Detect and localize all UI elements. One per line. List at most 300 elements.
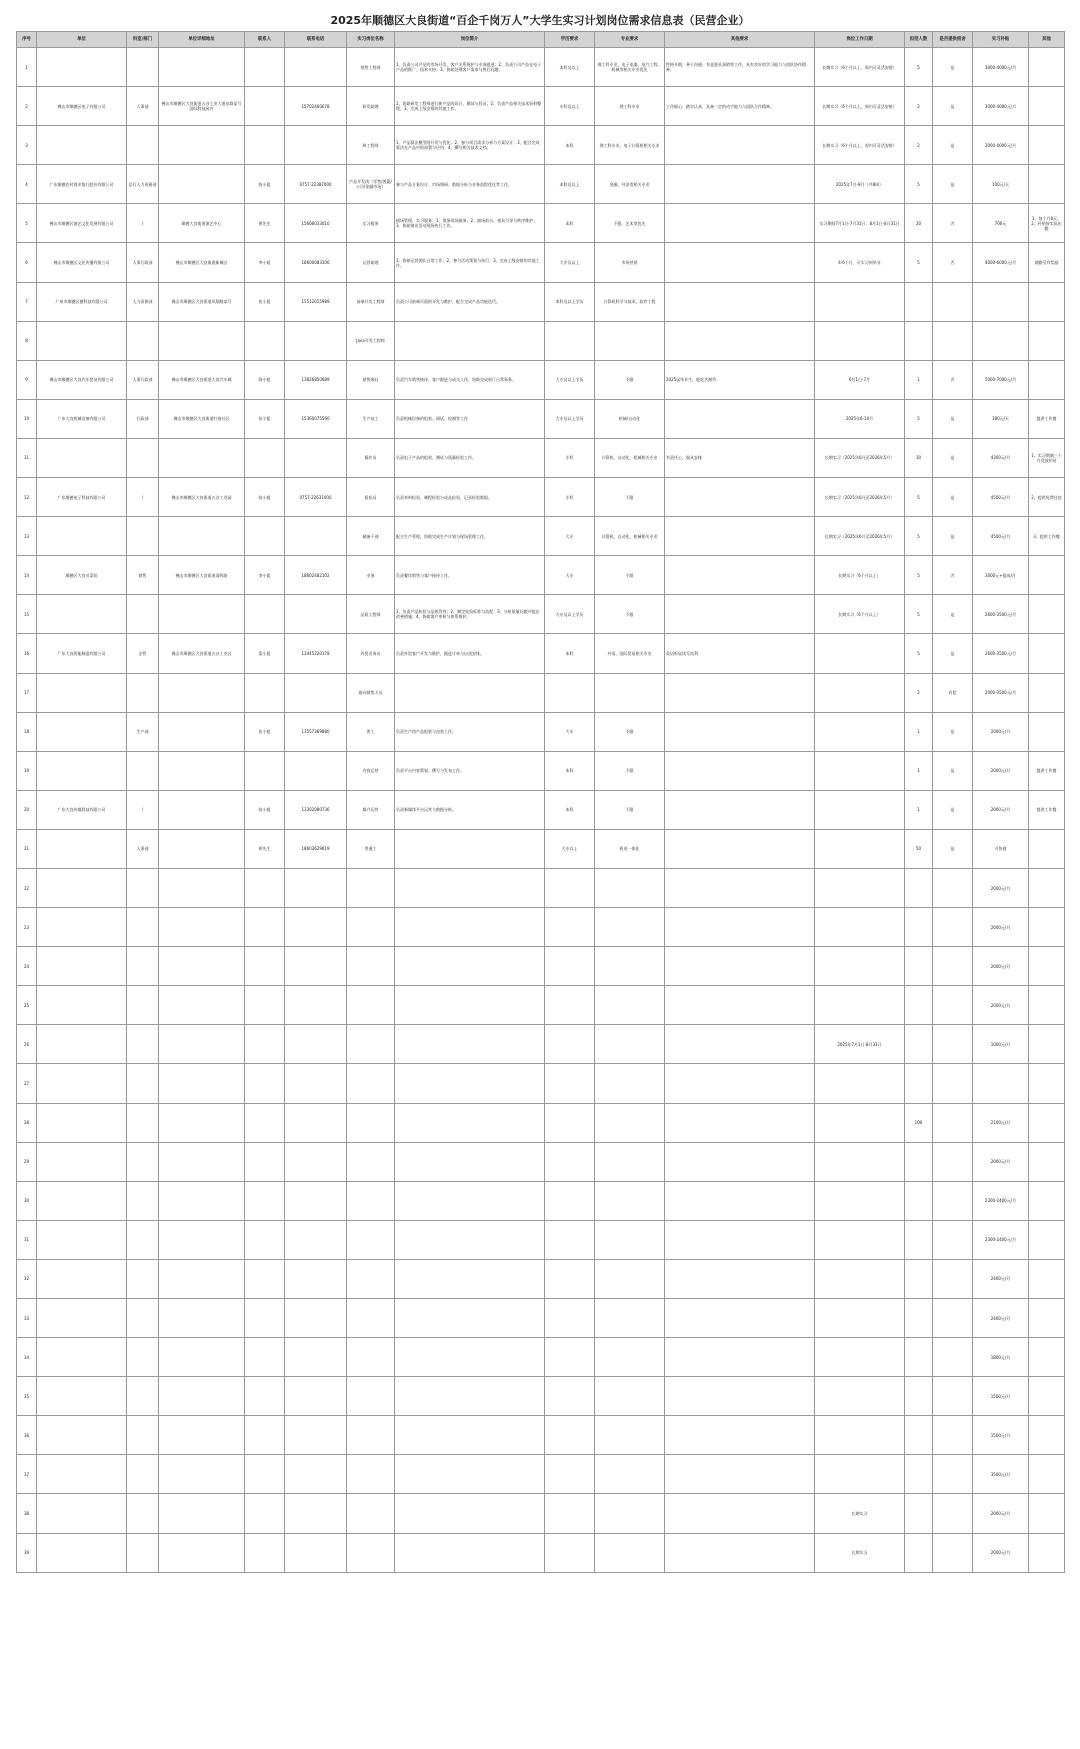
table-row [17, 556, 1065, 595]
cell-other-req [665, 908, 815, 947]
cell-pay: 2300-2400元/月 [973, 1220, 1029, 1259]
cell-education: 大专及以上学历 [545, 399, 595, 438]
header-other-req: 其他要求 [665, 32, 815, 48]
cell-other-req [665, 1455, 815, 1494]
cell-unit [37, 438, 127, 477]
cell-misc [1029, 1103, 1065, 1142]
cell-education: 本科 [545, 751, 595, 790]
cell-no: 19 [17, 751, 37, 790]
cell-no: 24 [17, 947, 37, 986]
cell-post: Java开发工程师 [347, 321, 395, 360]
cell-desc: 1、协助运营团队日常工作；2、参与活动策划与执行；3、完成上级安排的其他工作。 [395, 243, 545, 282]
cell-other-req [665, 1377, 815, 1416]
cell-post [347, 1416, 395, 1455]
cell-count: 5 [905, 48, 933, 87]
cell-contact [245, 1064, 285, 1103]
cell-dept: / [127, 790, 159, 829]
cell-major [595, 947, 665, 986]
cell-other-req [665, 1416, 815, 1455]
cell-phone [285, 126, 347, 165]
cell-no: 15 [17, 595, 37, 634]
cell-other-req [665, 790, 815, 829]
cell-phone [285, 1299, 347, 1338]
cell-no: 8 [17, 321, 37, 360]
cell-post: 产品开发岗（零售/普惠/公司/金融市场） [347, 165, 395, 204]
cell-unit [37, 868, 127, 907]
cell-major: 理工科专业，电子电器、电气工程、机械等相关专业优先 [595, 48, 665, 87]
cell-unit [37, 1259, 127, 1298]
cell-contact [245, 1220, 285, 1259]
cell-dorm: 是 [933, 478, 973, 517]
cell-contact [245, 48, 285, 87]
cell-post [347, 1142, 395, 1181]
cell-phone: 13445220178 [285, 634, 347, 673]
cell-other-req [665, 1259, 815, 1298]
cell-major: 不限 [595, 595, 665, 634]
cell-desc [395, 1494, 545, 1533]
cell-contact: 李小姐 [245, 243, 285, 282]
cell-date: 长期实习（6个月以上） [815, 595, 905, 634]
cell-pay: 700元 [973, 204, 1029, 243]
cell-post: 质检员 [347, 478, 395, 517]
cell-dept [127, 1025, 159, 1064]
cell-no: 35 [17, 1377, 37, 1416]
table-row [17, 1064, 1065, 1103]
cell-phone [285, 1494, 347, 1533]
cell-pay: 3000-4000元/月 [973, 87, 1029, 126]
cell-other-req [665, 595, 815, 634]
table-row [17, 438, 1065, 477]
cell-dorm: 是 [933, 165, 973, 204]
cell-date: 2025年7月1日-8月31日 [815, 1025, 905, 1064]
cell-pay: 2300-2400元/月 [973, 1181, 1029, 1220]
cell-date [815, 1142, 905, 1181]
cell-misc [1029, 986, 1065, 1025]
cell-misc [1029, 282, 1065, 321]
cell-major: 市场营销 [595, 243, 665, 282]
cell-dept [127, 48, 159, 87]
cell-other-req [665, 829, 815, 868]
header-pay: 实习补贴 [973, 32, 1029, 48]
cell-no: 6 [17, 243, 37, 282]
cell-education: 大专及以上学历 [545, 595, 595, 634]
cell-misc [1029, 556, 1065, 595]
cell-other-req: 有责任心，服从安排 [665, 438, 815, 477]
cell-dorm [933, 1220, 973, 1259]
cell-address: 佛山市顺德区大良街道五沙工业区 [159, 634, 245, 673]
cell-dept [127, 126, 159, 165]
cell-misc: 2、提供免费住宿 [1029, 478, 1065, 517]
cell-date: 长期实习（2025年6月至2026年5月） [815, 517, 905, 556]
cell-education [545, 321, 595, 360]
header-misc: 其他 [1029, 32, 1065, 48]
cell-pay: 1500元/月 [973, 1377, 1029, 1416]
table-row [17, 1416, 1065, 1455]
cell-address [159, 1338, 245, 1377]
cell-education: 大专 [545, 712, 595, 751]
page-title: 2025年顺德区大良街道“百企千岗万人”大学生实习计划岗位需求信息表（民营企业） [330, 14, 750, 27]
cell-dept [127, 1103, 159, 1142]
cell-count [905, 1220, 933, 1259]
header-post: 实习岗位名称 [347, 32, 395, 48]
cell-phone: 15606033010 [285, 204, 347, 243]
cell-no: 34 [17, 1338, 37, 1377]
cell-post [347, 1494, 395, 1533]
cell-unit [37, 517, 127, 556]
cell-unit [37, 321, 127, 360]
cell-unit: 广东大良智能制造有限公司 [37, 634, 127, 673]
cell-desc [395, 1142, 545, 1181]
cell-misc [1029, 1338, 1065, 1377]
cell-education [545, 868, 595, 907]
cell-major: 机械/自动化 [595, 399, 665, 438]
cell-phone [285, 1259, 347, 1298]
table-row [17, 478, 1065, 517]
cell-unit [37, 1377, 127, 1416]
cell-desc [395, 1181, 545, 1220]
table-row [17, 1181, 1065, 1220]
cell-other-req [665, 126, 815, 165]
cell-unit: 佛山市顺德区演艺文化发展有限公司 [37, 204, 127, 243]
cell-desc [395, 868, 545, 907]
cell-address: 佛山市顺德区大良街道大良汽车城 [159, 360, 245, 399]
cell-post: 生产技工 [347, 399, 395, 438]
cell-no: 14 [17, 556, 37, 595]
cell-pay: 2000元/月 [973, 751, 1029, 790]
cell-major [595, 1455, 665, 1494]
cell-contact [245, 1338, 285, 1377]
table-row [17, 1103, 1065, 1142]
cell-contact: 张小姐 [245, 282, 285, 321]
cell-address [159, 1142, 245, 1181]
cell-phone [285, 1103, 347, 1142]
cell-pay: 2000元/月 [973, 947, 1029, 986]
cell-phone: 18602482102 [285, 556, 347, 595]
cell-desc: 负责来料检验、制程检验与成品检验，记录检验数据。 [395, 478, 545, 517]
cell-contact [245, 868, 285, 907]
cell-no: 38 [17, 1494, 37, 1533]
cell-no: 5 [17, 204, 37, 243]
cell-count: 100 [905, 1103, 933, 1142]
cell-dept: 销售 [127, 556, 159, 595]
cell-phone: 13302080736 [285, 790, 347, 829]
cell-dorm: 是 [933, 595, 973, 634]
cell-pay: 3500元/月 [973, 1455, 1029, 1494]
cell-count: 1 [905, 751, 933, 790]
cell-other-req: 工作细心、踏实认真，具备一定的动手能力与团队合作精神。 [665, 87, 815, 126]
cell-pay: 180元/天 [973, 399, 1029, 438]
cell-misc [1029, 1142, 1065, 1181]
cell-misc [1029, 1181, 1065, 1220]
cell-education: 本科 [545, 634, 595, 673]
cell-count [905, 1142, 933, 1181]
cell-address [159, 829, 245, 868]
cell-contact [245, 517, 285, 556]
cell-dorm [933, 1494, 973, 1533]
cell-other-req [665, 1220, 815, 1259]
table-row [17, 321, 1065, 360]
cell-dorm: 是 [933, 126, 973, 165]
cell-address [159, 1416, 245, 1455]
cell-major [595, 1181, 665, 1220]
table-row [17, 1142, 1065, 1181]
cell-address [159, 48, 245, 87]
table-row [17, 790, 1065, 829]
cell-major [595, 986, 665, 1025]
cell-dorm [933, 282, 973, 321]
cell-pay: 1500元/月 [973, 1416, 1029, 1455]
cell-education [545, 1494, 595, 1533]
cell-address [159, 947, 245, 986]
cell-misc [1029, 1025, 1065, 1064]
cell-no: 16 [17, 634, 37, 673]
cell-dept: 生产部 [127, 712, 159, 751]
cell-date: 实习期间7月1日-7月31日；8月1日-8月31日 [815, 204, 905, 243]
cell-desc [395, 1338, 545, 1377]
cell-contact [245, 1103, 285, 1142]
cell-unit [37, 1338, 127, 1377]
cell-date: 长期实习 [815, 1533, 905, 1572]
cell-dept: 人事部 [127, 829, 159, 868]
cell-other-req [665, 517, 815, 556]
cell-post: AI工程师 [347, 126, 395, 165]
cell-desc [395, 986, 545, 1025]
cell-count: 5 [905, 399, 933, 438]
cell-major [595, 1533, 665, 1572]
cell-desc [395, 1064, 545, 1103]
cell-dept: 企管 [127, 634, 159, 673]
cell-unit [37, 712, 127, 751]
cell-address [159, 751, 245, 790]
cell-no: 4 [17, 165, 37, 204]
cell-count [905, 282, 933, 321]
cell-desc [395, 1103, 545, 1142]
table-row [17, 595, 1065, 634]
cell-major: 不限 [595, 751, 665, 790]
header-no: 序号 [17, 32, 37, 48]
cell-pay [973, 282, 1029, 321]
cell-education [545, 986, 595, 1025]
cell-count: 20 [905, 204, 933, 243]
cell-pay: 3000-4000元/月 [973, 126, 1029, 165]
cell-other-req [665, 1533, 815, 1572]
cell-misc [1029, 1299, 1065, 1338]
cell-contact: 黄先生 [245, 204, 285, 243]
cell-count [905, 986, 933, 1025]
cell-unit [37, 1494, 127, 1533]
table-row [17, 634, 1065, 673]
header-date: 岗位工作日期 [815, 32, 905, 48]
table-row [17, 986, 1065, 1025]
cell-post: 前端开发工程师 [347, 282, 395, 321]
table-header-row [17, 32, 1065, 48]
cell-contact [245, 751, 285, 790]
cell-date [815, 282, 905, 321]
cell-contact: 黄先生 [245, 829, 285, 868]
cell-misc [1029, 321, 1065, 360]
cell-education [545, 1025, 595, 1064]
cell-post [347, 1377, 395, 1416]
cell-unit [37, 126, 127, 165]
cell-dept: 人事部 [127, 87, 159, 126]
cell-misc [1029, 829, 1065, 868]
cell-unit: 广东大良机械设备有限公司 [37, 399, 127, 438]
cell-major [595, 1494, 665, 1533]
cell-dept: 人事行政部 [127, 243, 159, 282]
cell-count [905, 868, 933, 907]
cell-education [545, 1299, 595, 1338]
cell-desc [395, 1259, 545, 1298]
cell-contact [245, 321, 285, 360]
cell-contact: 陈小姐 [245, 165, 285, 204]
cell-desc: 1、负责公司产品的市场开发、客户关系维护与业务跟进；2、负责公司产品在电子产品的推广、技术支持；3、协助处理客户需求与售后问题。 [395, 48, 545, 87]
header-education: 学历要求 [545, 32, 595, 48]
table-body [17, 48, 1065, 1573]
cell-desc [395, 908, 545, 947]
table-row [17, 204, 1065, 243]
cell-major [595, 1142, 665, 1181]
cell-pay: 2000元/月 [973, 790, 1029, 829]
cell-post: 品质工程师 [347, 595, 395, 634]
cell-dept: 总行人力资源部 [127, 165, 159, 204]
table-row [17, 1533, 1065, 1572]
cell-contact [245, 595, 285, 634]
cell-contact [245, 908, 285, 947]
cell-no: 13 [17, 517, 37, 556]
cell-misc [1029, 595, 1065, 634]
cell-desc [395, 1455, 545, 1494]
cell-major [595, 1103, 665, 1142]
cell-date: 长期实习（2025年6月至2026年5月） [815, 438, 905, 477]
cell-pay: 3000元+提成/月 [973, 556, 1029, 595]
cell-address [159, 868, 245, 907]
table-row [17, 868, 1065, 907]
cell-major: 外语、国际贸易相关专业 [595, 634, 665, 673]
cell-unit [37, 595, 127, 634]
cell-dorm [933, 1103, 973, 1142]
cell-date: 长期实习（6个月以上，周内可灵活安排） [815, 126, 905, 165]
cell-education: 大专及以上 [545, 243, 595, 282]
cell-date [815, 1299, 905, 1338]
cell-education: 大专 [545, 556, 595, 595]
cell-desc [395, 1299, 545, 1338]
cell-misc [1029, 712, 1065, 751]
cell-desc: 负责汽车销售接待、客户跟进与成交工作，协助完成展厅日常事务。 [395, 360, 545, 399]
cell-unit [37, 1103, 127, 1142]
cell-dept [127, 595, 159, 634]
cell-unit: 佛山市顺德区文化传播有限公司 [37, 243, 127, 282]
cell-other-req [665, 478, 815, 517]
cell-phone: 18600083106 [285, 243, 347, 282]
cell-unit [37, 1533, 127, 1572]
cell-count [905, 1494, 933, 1533]
table-row [17, 1338, 1065, 1377]
cell-contact [245, 1455, 285, 1494]
cell-dept [127, 1064, 159, 1103]
cell-no: 23 [17, 908, 37, 947]
cell-no: 7 [17, 282, 37, 321]
cell-education: 本科及以上 [545, 165, 595, 204]
cell-other-req: 性格开朗，善于沟通，有意愿从事销售工作，具有良好的学习能力与团队协作精神。 [665, 48, 815, 87]
cell-desc: 负责平台内容策划、撰写与发布工作。 [395, 751, 545, 790]
cell-dept: / [127, 204, 159, 243]
cell-count: 5 [905, 243, 933, 282]
cell-date: 6月1日-7月 [815, 360, 905, 399]
cell-major [595, 1416, 665, 1455]
cell-contact [245, 1259, 285, 1298]
cell-education [545, 1142, 595, 1181]
cell-date [815, 908, 905, 947]
cell-no: 18 [17, 712, 37, 751]
cell-desc: 负责生产线产品组装与包装工作。 [395, 712, 545, 751]
cell-dept [127, 673, 159, 712]
cell-pay: 3000-4000元/月 [973, 48, 1029, 87]
cell-desc: 负责电子产品的组装、测试与质量检验工作。 [395, 438, 545, 477]
cell-other-req [665, 712, 815, 751]
cell-dept [127, 1455, 159, 1494]
cell-misc [1029, 868, 1065, 907]
cell-education [545, 1064, 595, 1103]
cell-pay: 1800元/月 [973, 1338, 1029, 1377]
cell-no: 21 [17, 829, 37, 868]
cell-education: 专科及以上 [545, 87, 595, 126]
cell-dorm [933, 1142, 973, 1181]
cell-dorm: 否 [933, 556, 973, 595]
cell-major: 理工科专业 [595, 87, 665, 126]
cell-dorm: 是 [933, 48, 973, 87]
cell-misc [1029, 1220, 1065, 1259]
cell-date [815, 1377, 905, 1416]
cell-date [815, 1455, 905, 1494]
cell-post: 实习服务 [347, 204, 395, 243]
cell-misc [1029, 1377, 1065, 1416]
cell-major: 理工科专业，电子计算机相关专业 [595, 126, 665, 165]
cell-count [905, 1064, 933, 1103]
cell-post [347, 1064, 395, 1103]
cell-desc: 参与产品方案设计、市场调研、数据分析与业务流程优化等工作。 [395, 165, 545, 204]
cell-count: 2 [905, 87, 933, 126]
cell-dept [127, 1259, 159, 1298]
cell-post: 销售顾问 [347, 360, 395, 399]
cell-address [159, 595, 245, 634]
cell-no: 29 [17, 1142, 37, 1181]
cell-count [905, 908, 933, 947]
cell-phone: 0757-22387000 [285, 165, 347, 204]
cell-post: 研发助理 [347, 87, 395, 126]
cell-address [159, 165, 245, 204]
cell-phone [285, 868, 347, 907]
cell-pay: 2000元/月 [973, 712, 1029, 751]
cell-count [905, 1416, 933, 1455]
cell-post [347, 947, 395, 986]
cell-unit: 广东大良传媒科技有限公司 [37, 790, 127, 829]
cell-address [159, 1299, 245, 1338]
cell-desc: 剧场管理、实习服务：1、票务现场服务；2、剧场前台、观众引导与秩序维护；3、协助演出活动现场执行工作。 [395, 204, 545, 243]
cell-pay: 2400元/月 [973, 1299, 1029, 1338]
cell-other-req [665, 204, 815, 243]
cell-pay: 2000元/月 [973, 908, 1029, 947]
cell-dorm [933, 1455, 973, 1494]
cell-other-req [665, 673, 815, 712]
cell-contact [245, 1181, 285, 1220]
cell-phone: 15702460678 [285, 87, 347, 126]
cell-pay: 2000元/月 [973, 986, 1029, 1025]
cell-desc: 1、产品算法模型的开发与优化；2、参与项目需求分析与方案设计；3、配合完成算法在产品中的部署与应用；4、撰写相关技术文档。 [395, 126, 545, 165]
cell-major [595, 868, 665, 907]
table-row [17, 712, 1065, 751]
cell-address: 佛山市顺德区大良街道清晖路 [159, 556, 245, 595]
cell-major: 不限 [595, 790, 665, 829]
